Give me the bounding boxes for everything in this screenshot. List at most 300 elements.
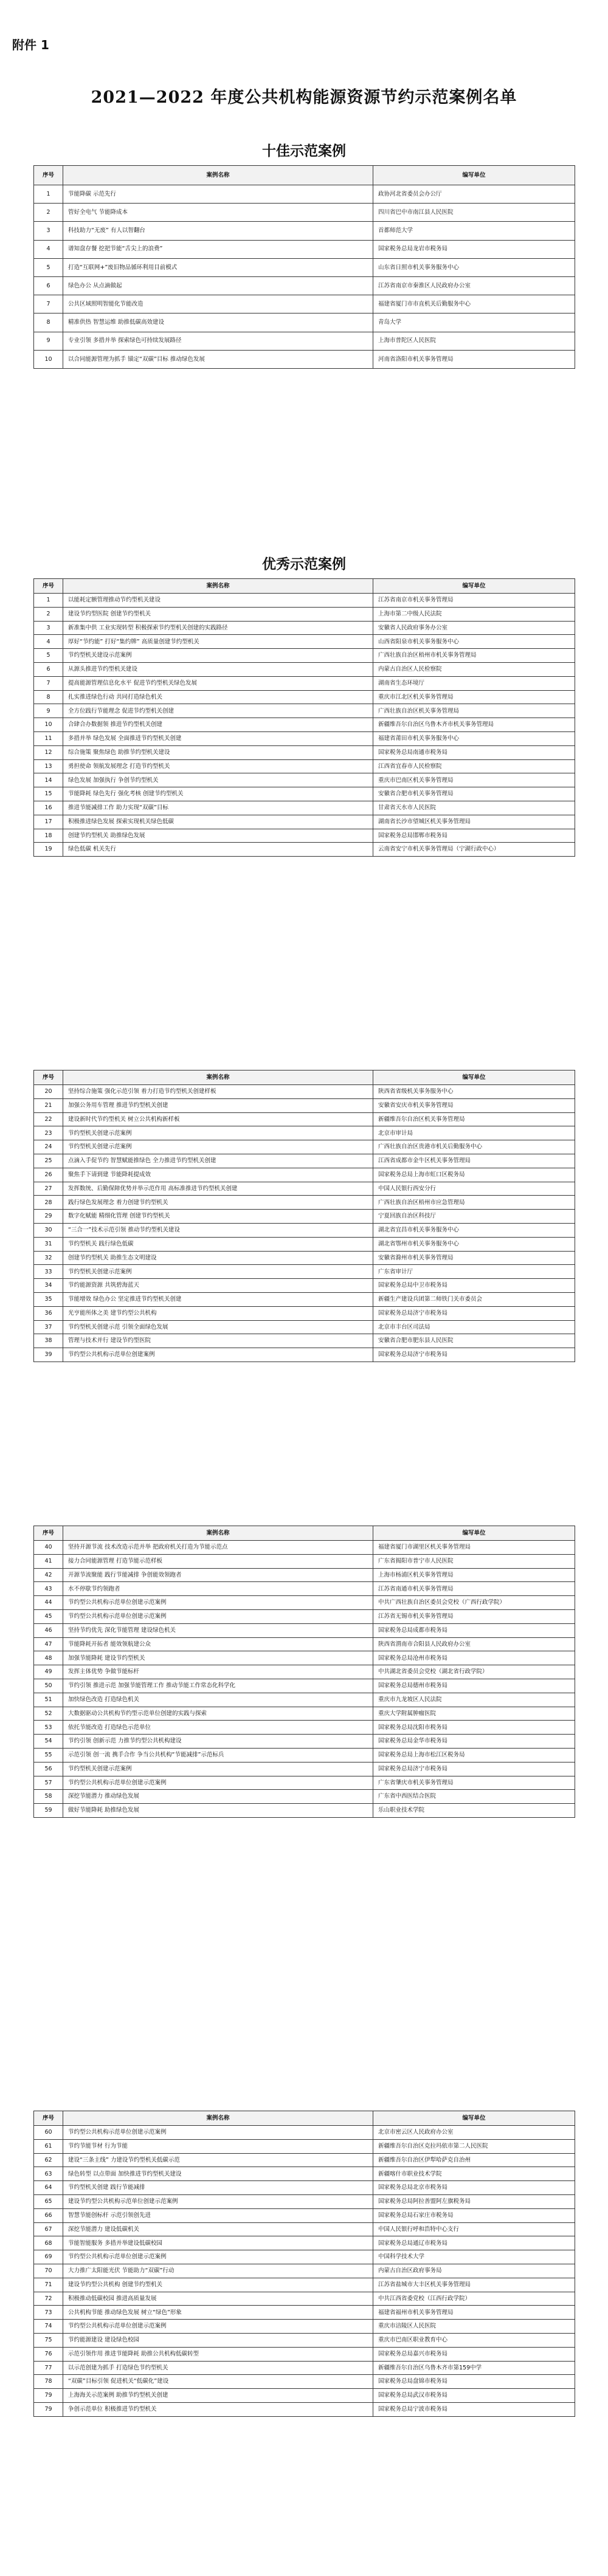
cell-unit: 国家税务总局沈阳市税务局 [373,1721,575,1735]
cell-unit: 北京市密云区人民政府办公室 [373,2126,575,2140]
cell-no: 57 [34,1776,63,1790]
cell-unit: 山西省阳泉市机关事务服务中心 [373,635,575,649]
cell-case-name: 上海海关示范案例 助推节约型机关创建 [63,2389,373,2403]
cell-unit: 内蒙古自治区人民检察院 [373,662,575,676]
cell-unit: 新疆维吾尔自治区机关事务管理局 [373,1112,575,1126]
table-row [34,258,575,276]
cell-case-name: 厚好“节约能” 打好“集约牌” 高质量创建节约型机关 [63,635,373,649]
cell-no: 52 [34,1707,63,1721]
cell-no: 4 [34,635,63,649]
table-row [34,843,575,857]
table-row [34,1098,575,1112]
section-title: 优秀示范案例 [262,557,346,572]
table-row [34,745,575,759]
cell-no: 36 [34,1306,63,1320]
cell-case-name: 智慧节能创标杆 示范引领创先进 [63,2208,373,2222]
cell-unit: 重庆市涪陵区人民医院 [373,2320,575,2334]
cell-no: 24 [34,1140,63,1154]
cell-unit: 国家税务总局济宁市税务局 [373,1306,575,1320]
cell-unit: 广东省中西医结合医院 [373,1790,575,1804]
cell-unit: 福建省福州市机关事务管理局 [373,2306,575,2320]
cell-case-name: 勇担使命 领航发展理念 打造节约型机关 [63,759,373,773]
table-row [34,2333,575,2347]
cell-unit: 内蒙古自治区政府事务局 [373,2264,575,2278]
cell-unit: 安徽省合肥市肥东县人民医院 [373,1334,575,1348]
cell-no: 70 [34,2264,63,2278]
table-row [34,1762,575,1776]
cell-no: 16 [34,801,63,815]
cell-unit: 国家税务总局嘉兴市税务局 [373,2347,575,2361]
cell-case-name: 推进节能减排工作 助力实现“双碳”目标 [63,801,373,815]
cell-unit: 乐山职业技术学院 [373,1804,575,1818]
header-no: 序号 [34,579,63,594]
table-row [34,1568,575,1582]
table-row [34,2264,575,2278]
cell-unit: 国家税务总局南通市税务局 [373,745,575,759]
header-unit: 编写单位 [373,166,575,185]
cell-unit: 山东省日照市机关事务服务中心 [373,258,575,276]
cell-unit: 湖南省生态环境厅 [373,676,575,690]
cell-no: 32 [34,1251,63,1265]
cell-case-name: 节能增效 绿色办公 坚定推进节约型机关创建 [63,1292,373,1306]
table-header-row [34,166,575,185]
cell-case-name: 节约型公共机构示范单位创建案例 [63,1348,373,1362]
cell-case-name: 节约型公共机构示范单位创建示范案例 [63,1609,373,1623]
cell-case-name: 节约型机关建设示范案例 [63,649,373,663]
table-row [34,1776,575,1790]
header-unit: 编写单位 [373,2111,575,2126]
cell-unit: 国家税务总局武汉市税务局 [373,2389,575,2403]
cell-case-name: 加强节能降耗 建设节约型机关 [63,1651,373,1665]
table-row [34,690,575,704]
cell-unit: 青岛大学 [373,313,575,332]
case-table [33,165,575,369]
cell-no: 1 [34,594,63,608]
cell-unit: 甘肃省天水市人民医院 [373,801,575,815]
cell-case-name: 节约能源建设 建设绿色校园 [63,2333,373,2347]
table-row [34,222,575,240]
table-row [34,1582,575,1596]
attachment-label: 附件 1 [12,38,49,52]
cell-case-name: 节约引领 创新示范 力推节约型公共机构建设 [63,1735,373,1749]
cell-case-name: 合肆合办数据领 推进节约型机关创建 [63,718,373,732]
cell-case-name: 光亨能所体之美 建节约型公共机构 [63,1306,373,1320]
case-table [33,1526,575,1818]
table-row [34,1210,575,1224]
table-row [34,635,575,649]
table-row [34,204,575,222]
header-case-name: 案例名称 [63,1526,373,1541]
cell-case-name: 公共机构节能 推动绿色发展 树立“绿色”形象 [63,2306,373,2320]
cell-no: 51 [34,1693,63,1707]
cell-case-name: 打造“互联网+”废旧物品循环利用目前模式 [63,258,373,276]
cell-unit: 国家税务总局上海市松江区税务局 [373,1748,575,1762]
cell-unit: 重庆市巴南区机关事务管理局 [373,773,575,787]
table-row [34,649,575,663]
table-row [34,2361,575,2375]
cell-no: 77 [34,2361,63,2375]
cell-unit: 新疆维吾尔自治区乌鲁木齐市第159中学 [373,2361,575,2375]
cell-no: 53 [34,1721,63,1735]
case-table [33,578,575,857]
cell-case-name: 节约型公共机构示范单位创建示范案例 [63,1596,373,1610]
cell-no: 5 [34,258,63,276]
cell-no: 3 [34,222,63,240]
cell-case-name: 依托节能改造 打造绿色示范单位 [63,1721,373,1735]
cell-unit: 福建省厦门市市直机关后勤服务中心 [373,295,575,313]
cell-case-name: 节约型机关创建示范案例 [63,1762,373,1776]
cell-unit: 安徽省滁州市机关事务管理局 [373,1251,575,1265]
cell-case-name: 接力合同能源管理 打造节能示范样板 [63,1554,373,1568]
cell-no: 27 [34,1182,63,1196]
table-row [34,276,575,295]
cell-no: 10 [34,718,63,732]
table-row [34,2320,575,2334]
cell-no: 13 [34,759,63,773]
cell-no: 31 [34,1237,63,1251]
cell-unit: 重庆市江北区机关事务管理局 [373,690,575,704]
cell-no: 3 [34,621,63,635]
cell-case-name: 深挖节能潜力 推动绿色发展 [63,1790,373,1804]
cell-case-name: 节约能源资源 共筑碧海蓝天 [63,1279,373,1293]
cell-unit: 河南省洛阳市机关事务管理局 [373,350,575,368]
table-row [34,1790,575,1804]
cell-no: 62 [34,2153,63,2167]
table-row [34,2306,575,2320]
table-row [34,731,575,745]
cell-unit: 江苏省无锡市机关事务管理局 [373,1609,575,1623]
cell-no: 73 [34,2306,63,2320]
cell-unit: 首都师范大学 [373,222,575,240]
table-header-row [34,579,575,594]
table-row [34,2153,575,2167]
cell-unit: 福建省厦门市湖里区机关事务管理局 [373,1541,575,1555]
cell-case-name: 积极推进绿色发展 探索实现机关绿色低碳 [63,815,373,829]
cell-case-name: 发挥主体优势 争做节能标杆 [63,1665,373,1679]
cell-unit: 江苏省盐城市大丰区机关事务管理局 [373,2278,575,2292]
cell-case-name: 绿色发展 加强执行 争创节约型机关 [63,773,373,787]
cell-case-name: 节约型机关创建 践行节能减排 [63,2181,373,2195]
cell-unit: 安徽省合肥市机关事务管理局 [373,787,575,801]
cell-unit: 重庆市九龙坡区人民法院 [373,1693,575,1707]
table-row [34,1637,575,1651]
cell-no: 40 [34,1541,63,1555]
table-row [34,1609,575,1623]
cell-case-name: 积极推动低碳校园 推进高质量发展 [63,2292,373,2306]
cell-case-name: 节约型公共机构示范单位创建示范案例 [63,2250,373,2264]
cell-unit: 广东省肇庆市机关事务管理局 [373,1776,575,1790]
cell-no: 17 [34,815,63,829]
cell-no: 29 [34,1210,63,1224]
cell-unit: 广西壮族自治区梧州市机关事务管理局 [373,649,575,663]
cell-no: 34 [34,1279,63,1293]
cell-no: 48 [34,1651,63,1665]
cell-case-name: 综合施策 聚焦绿色 助推节约型机关建设 [63,745,373,759]
cell-unit: 国家税务总局金华市税务局 [373,1735,575,1749]
cell-no: 54 [34,1735,63,1749]
table-row [34,240,575,258]
table-row [34,295,575,313]
cell-case-name: “三合一”技术示范引领 推动节约型机关建设 [63,1223,373,1237]
table-row [34,815,575,829]
cell-unit: 云南省安宁市机关事务管理局（宁湖行政中心） [373,843,575,857]
cell-no: 38 [34,1334,63,1348]
cell-no: 6 [34,276,63,295]
table-row [34,1251,575,1265]
cell-case-name: 建设“三条主线” 力建设节约型机关低碳示范 [63,2153,373,2167]
cell-unit: 中共广西壮族自治区委员会党校（广西行政学院） [373,1596,575,1610]
document-title: 2021—2022 年度公共机构能源资源节约示范案例名单 [91,88,517,107]
cell-unit: 中国科学技术大学 [373,2250,575,2264]
cell-case-name: 绿色转型 以点带面 加快推进节约型机关建设 [63,2167,373,2181]
cell-case-name: 发挥数统、后勤保障优势并举示范作用 高标准推进节约型机关创建 [63,1182,373,1196]
cell-no: 8 [34,313,63,332]
cell-no: 26 [34,1168,63,1182]
cell-no: 74 [34,2320,63,2334]
table-row [34,773,575,787]
cell-unit: 北京市审计局 [373,1126,575,1140]
cell-no: 71 [34,2278,63,2292]
table-row [34,2208,575,2222]
cell-no: 37 [34,1320,63,1334]
table-row [34,759,575,773]
cell-case-name: 以示范创建为抓手 打造绿色节约型机关 [63,2361,373,2375]
header-no: 序号 [34,1526,63,1541]
cell-no: 11 [34,731,63,745]
table-row [34,2222,575,2236]
cell-case-name: 精准供热 智慧运维 助推低碳高效建设 [63,313,373,332]
cell-no: 58 [34,1790,63,1804]
cell-case-name: 节约型公共机构示范单位创建示范案例 [63,1776,373,1790]
cell-unit: 四川省巴中市南江县人民医院 [373,204,575,222]
cell-no: 25 [34,1154,63,1168]
table-row [34,1707,575,1721]
cell-case-name: 节约型机关创建示范案例 [63,1265,373,1279]
table-row [34,2167,575,2181]
cell-no: 1 [34,185,63,204]
table-row [34,1182,575,1196]
cell-no: 45 [34,1609,63,1623]
table-row [34,594,575,608]
table-row [34,2402,575,2416]
table-row [34,676,575,690]
header-case-name: 案例名称 [63,166,373,185]
cell-unit: 重庆大学附属肿瘤医院 [373,1707,575,1721]
cell-unit: 国家税务总局盘锦市税务局 [373,2375,575,2389]
header-no: 序号 [34,1070,63,1085]
cell-no: 42 [34,1568,63,1582]
cell-case-name: 大力推广太阳能光伏 节能助力“双碳”行动 [63,2264,373,2278]
cell-unit: 江苏省南通市机关事务管理局 [373,1582,575,1596]
table-row [34,704,575,718]
cell-case-name: 坚持综合施策 强化示范引领 着力打造节约型机关创建样板 [63,1085,373,1099]
cell-no: 44 [34,1596,63,1610]
cell-unit: 国家税务总局济宁市税务局 [373,1348,575,1362]
cell-case-name: “双碳”目标引领 促进机关“低碳化”建设 [63,2375,373,2389]
cell-case-name: 加强公务用车管理 推进节约型机关创建 [63,1098,373,1112]
table-row [34,350,575,368]
table-row [34,313,575,332]
cell-no: 60 [34,2126,63,2140]
table-row [34,662,575,676]
table-row [34,1140,575,1154]
cell-no: 47 [34,1637,63,1651]
cell-no: 21 [34,1098,63,1112]
table-row [34,1320,575,1334]
case-table [33,1070,575,1362]
table-row [34,1279,575,1293]
cell-case-name: 谱知盘存餐 挖把节能“舌尖上的浪费” [63,240,373,258]
cell-no: 46 [34,1623,63,1637]
cell-case-name: 创建节约型机关 助推绿色发展 [63,829,373,843]
cell-case-name: 节约型公共机构示范单位创建示范案例 [63,2126,373,2140]
cell-unit: 上海市普陀区人民医院 [373,332,575,350]
cell-unit: 中共江西省委党校（江西行政学院） [373,2292,575,2306]
table-row [34,1168,575,1182]
cell-case-name: 坚持节约优先 深化节能管理 建设绿色机关 [63,1623,373,1637]
cell-case-name: 节能降碳 示范先行 [63,185,373,204]
cell-case-name: 以能耗定额管理推动节约型机关建设 [63,594,373,608]
cell-no: 64 [34,2181,63,2195]
cell-unit: 福建省莆田市机关事务服务中心 [373,731,575,745]
table-row [34,1265,575,1279]
cell-case-name: 示范引领 创一流 携手合作 争当公共机构“节能减排”示范标兵 [63,1748,373,1762]
table-row [34,2126,575,2140]
cell-unit: 广西壮族自治区机关事务管理局 [373,704,575,718]
cell-no: 68 [34,2236,63,2250]
cell-case-name: 建设节约型公共机构示范单位创建示范案例 [63,2194,373,2208]
cell-case-name: 争创示范单位 积极推进节约型机关 [63,2402,373,2416]
table-row [34,185,575,204]
cell-case-name: 创建节约型机关 助推生态文明建设 [63,1251,373,1265]
cell-unit: 江苏省南京市机关事务管理局 [373,594,575,608]
cell-no: 35 [34,1292,63,1306]
cell-unit: 陕西省渭南市合阳县人民政府办公室 [373,1637,575,1651]
cell-unit: 新疆生产建设兵团第二师铁门关市委员会 [373,1292,575,1306]
cell-no: 2 [34,204,63,222]
cell-case-name: 新准集中供 工业实现转型 积极探索节约型机关创建的实践路径 [63,621,373,635]
table-row [34,2139,575,2153]
table-row [34,1541,575,1555]
table-row [34,787,575,801]
table-row [34,829,575,843]
header-unit: 编写单位 [373,1070,575,1085]
table-row [34,2292,575,2306]
cell-no: 78 [34,2375,63,2389]
cell-case-name: 以合同能源管理为抓手 锚定“双碳”目标 推动绿色发展 [63,350,373,368]
table-row [34,1196,575,1210]
table-row [34,1596,575,1610]
cell-no: 5 [34,649,63,663]
cell-case-name: 专业引领 多措并举 探索绿色可持续发展路径 [63,332,373,350]
cell-case-name: 节约节能节材 行为节能 [63,2139,373,2153]
cell-unit: 中共湖北省委员会党校（湖北省行政学院） [373,1665,575,1679]
cell-no: 66 [34,2208,63,2222]
cell-unit: 江苏省南京市秦淮区人民政府办公室 [373,276,575,295]
cell-no: 39 [34,1348,63,1362]
cell-case-name: 管好全电气 节能降成本 [63,204,373,222]
cell-case-name: 深挖节能潜力 建设低碳机关 [63,2222,373,2236]
header-case-name: 案例名称 [63,2111,373,2126]
cell-case-name: 公共区域照明智能化节能改造 [63,295,373,313]
cell-no: 30 [34,1223,63,1237]
table-row [34,1651,575,1665]
cell-unit: 国家税务总局北京市税务局 [373,2181,575,2195]
cell-unit: 政协河北省委员会办公厅 [373,185,575,204]
table-row [34,1085,575,1099]
cell-unit: 广西壮族自治区梧州市应急管理局 [373,1196,575,1210]
cell-unit: 国家税务总局上海市虹口区税务局 [373,1168,575,1182]
cell-no: 4 [34,240,63,258]
table-row [34,1721,575,1735]
cell-unit: 广东省审计厅 [373,1265,575,1279]
cell-no: 15 [34,787,63,801]
cell-no: 7 [34,676,63,690]
cell-unit: 新疆喀什市职业技术学院 [373,2167,575,2181]
cell-case-name: 建设新时代节约型机关 树立公共机构新样板 [63,1112,373,1126]
cell-unit: 江西省成都市金牛区机关事务管理局 [373,1154,575,1168]
cell-unit: 国家税务总局中卫市税务局 [373,1279,575,1293]
cell-unit: 湖北省鄂州市机关事务服务中心 [373,1237,575,1251]
cell-case-name: 全方位践行节能理念 促进节约型机关创建 [63,704,373,718]
cell-no: 61 [34,2139,63,2153]
cell-unit: 新疆维吾尔自治区克拉玛依市第二人民医院 [373,2139,575,2153]
table-row [34,1748,575,1762]
cell-no: 33 [34,1265,63,1279]
cell-case-name: 践行绿色发展理念 着力创建节约型机关 [63,1196,373,1210]
header-case-name: 案例名称 [63,1070,373,1085]
cell-no: 67 [34,2222,63,2236]
cell-case-name: 节能降耗 绿色先行 强化考核 创建节约型机关 [63,787,373,801]
cell-case-name: 节能智能服务 多措并举建设低碳校园 [63,2236,373,2250]
table-row [34,1623,575,1637]
cell-unit: 安徽省安庆市机关事务管理局 [373,1098,575,1112]
table-row [34,1292,575,1306]
cell-no: 22 [34,1112,63,1126]
cell-unit: 广东省揭阳市普宁市人民医院 [373,1554,575,1568]
table-row [34,621,575,635]
cell-case-name: 节约型机关创建示范案例 [63,1140,373,1154]
cell-no: 56 [34,1762,63,1776]
table-header-row [34,2111,575,2126]
cell-case-name: 节约引领 推进示范 加强节能管理工作 推动节能工作常态化科学化 [63,1679,373,1693]
header-case-name: 案例名称 [63,579,373,594]
cell-case-name: 示范引领作用 推进节能降耗 助推公共机构低碳转型 [63,2347,373,2361]
cell-case-name: 大数据驱动公共机构节约型示范单位创建的实践与探索 [63,1707,373,1721]
header-no: 序号 [34,166,63,185]
table-header-row [34,1526,575,1541]
table-row [34,1348,575,1362]
table-row [34,1665,575,1679]
table-row [34,1554,575,1568]
cell-unit: 国家税务总局成都市税务局 [373,1623,575,1637]
table-row [34,1804,575,1818]
cell-no: 9 [34,704,63,718]
cell-unit: 国家税务总局宁波市税务局 [373,2402,575,2416]
table-row [34,2278,575,2292]
cell-no: 8 [34,690,63,704]
cell-case-name: 科技助力“无废” 有人以智翻台 [63,222,373,240]
table-row [34,1223,575,1237]
cell-unit: 新疆维吾尔自治区乌鲁木齐市机关事务管理局 [373,718,575,732]
table-row [34,1154,575,1168]
table-row [34,2194,575,2208]
cell-no: 55 [34,1748,63,1762]
cell-case-name: 坚持开源节流 技术改造示范并举 把政府机关打造为节能示范点 [63,1541,373,1555]
cell-no: 49 [34,1665,63,1679]
cell-case-name: 绿色低碳 机关先行 [63,843,373,857]
cell-no: 72 [34,2292,63,2306]
